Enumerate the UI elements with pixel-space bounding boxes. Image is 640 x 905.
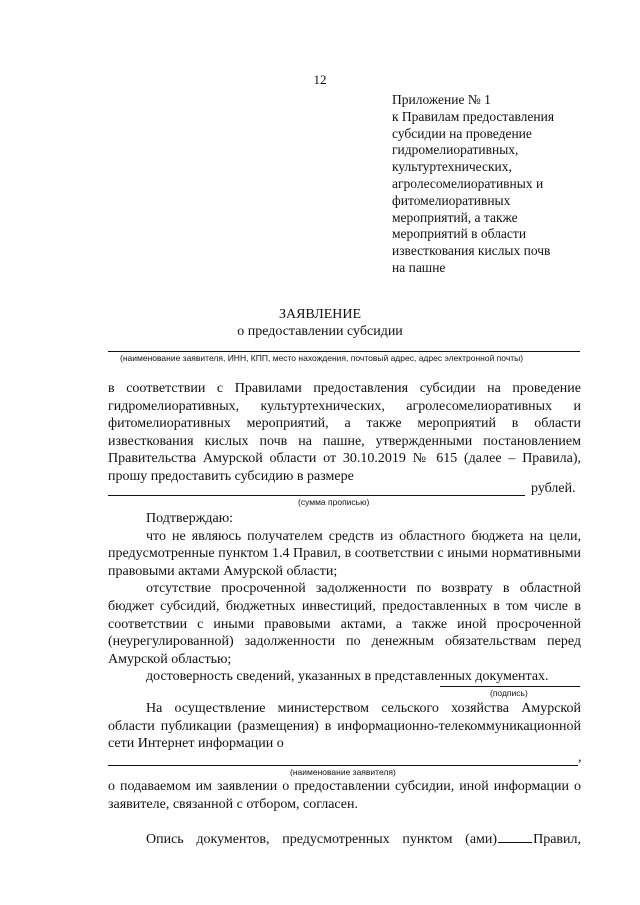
appendix-line: на пашне	[392, 259, 446, 275]
sum-words-caption: (сумма прописью)	[298, 497, 370, 507]
applicant-name-caption: (наименование заявителя)	[290, 767, 396, 777]
appendix-line: фитомелиоративных	[392, 192, 511, 208]
appendix-line: субсидии на проведение	[392, 125, 532, 141]
consent-paragraph	[108, 700, 581, 753]
document-title	[0, 306, 640, 340]
text-line: области публикации (размещения) в информационно-телекоммуникационной	[108, 718, 581, 734]
text-line: достоверность сведений, указанных в представленных документах.	[146, 669, 549, 685]
appendix-line: агролесомелиоративных и	[392, 175, 544, 191]
comma-mark: ,	[578, 750, 582, 765]
text-line: соответствии с иными правовыми актами, а также иной просроченной	[108, 616, 581, 632]
applicant-details-line	[108, 351, 580, 352]
signature-caption: (подпись)	[490, 688, 528, 698]
text-line: о подаваемом им заявлении о предоставлении субсидии, иной информации о	[108, 779, 581, 794]
text-line: Правительства Амурской области от 30.10.2019 № 615 (далее – Правила),	[108, 451, 581, 467]
text-line: Подтверждаю:	[146, 511, 234, 526]
appendix-line: гидромелиоративных,	[392, 142, 519, 158]
text-line: Амурской областью;	[108, 651, 232, 667]
currency-label: рублей.	[531, 481, 576, 496]
text-line: в соответствии с Правилами предоставления субсидии на проведение	[108, 381, 581, 396]
consent-continuation	[108, 778, 581, 813]
title-heading: ЗАЯВЛЕНИЕ	[278, 307, 362, 322]
confirm-paragraph	[108, 510, 581, 686]
appendix-line: к Правилам предоставления	[392, 108, 555, 124]
text-line: (неурегулированной) задолженности по денежным обязательствам перед	[108, 634, 581, 650]
applicant-details-caption: (наименование заявителя, ИНН, КПП, место нахождения, почтовый адрес, адрес электронной почты)	[120, 353, 524, 363]
appendix-line: известкования кислых почв	[392, 243, 551, 259]
text-line: гидромелиоративных, культуртехнических, агролесомелиоративных и	[108, 398, 581, 414]
text-line: отсутствие просроченной задолженности по возврату в областной	[146, 581, 581, 597]
text-line: правовыми актами Амурской области;	[108, 563, 338, 579]
text-line: предусмотренные пунктом 1.4 Правил, в соответствии с иными нормативными	[108, 546, 581, 562]
applicant-name-line	[108, 765, 578, 766]
sum-words-line	[108, 495, 525, 496]
text-line: что не являюсь получателем средств из областного бюджета на цели,	[146, 528, 581, 544]
inventory-end: Правил,	[533, 832, 581, 847]
text-line: известкования кислых почв на пашне, утвержденными постановлением	[108, 433, 581, 449]
text-line: прошу предоставить субсидию в размере	[108, 468, 354, 484]
text-line: сети Интернет информации о	[108, 736, 284, 752]
text-line: бюджет субсидий, бюджетных инвестиций, предоставленных в том числе в	[108, 598, 581, 614]
appendix-line: мероприятий в области	[392, 226, 527, 242]
text-line: На осуществление министерством сельского хозяйства Амурской	[146, 701, 581, 716]
text-line: фитомелиоративных мероприятий, а также мероприятий в области	[108, 416, 581, 432]
inventory-line	[108, 830, 581, 849]
request-paragraph	[108, 380, 581, 486]
clause-blank	[498, 830, 532, 843]
title-subheading: о предоставлении субсидии	[237, 324, 403, 339]
inventory-start: Опись документов, предусмотренных пунктом (ами)	[146, 832, 498, 847]
page-number: 12	[313, 72, 327, 87]
signature-line	[440, 686, 580, 687]
appendix-line: мероприятий, а также	[392, 209, 518, 225]
text-line	[108, 830, 581, 849]
appendix-line: культуртехнических,	[392, 159, 512, 175]
appendix-line: Приложение № 1	[392, 92, 491, 107]
text-line: заявителе, связанной с отбором, согласен.	[108, 796, 359, 812]
appendix-block	[392, 92, 622, 277]
